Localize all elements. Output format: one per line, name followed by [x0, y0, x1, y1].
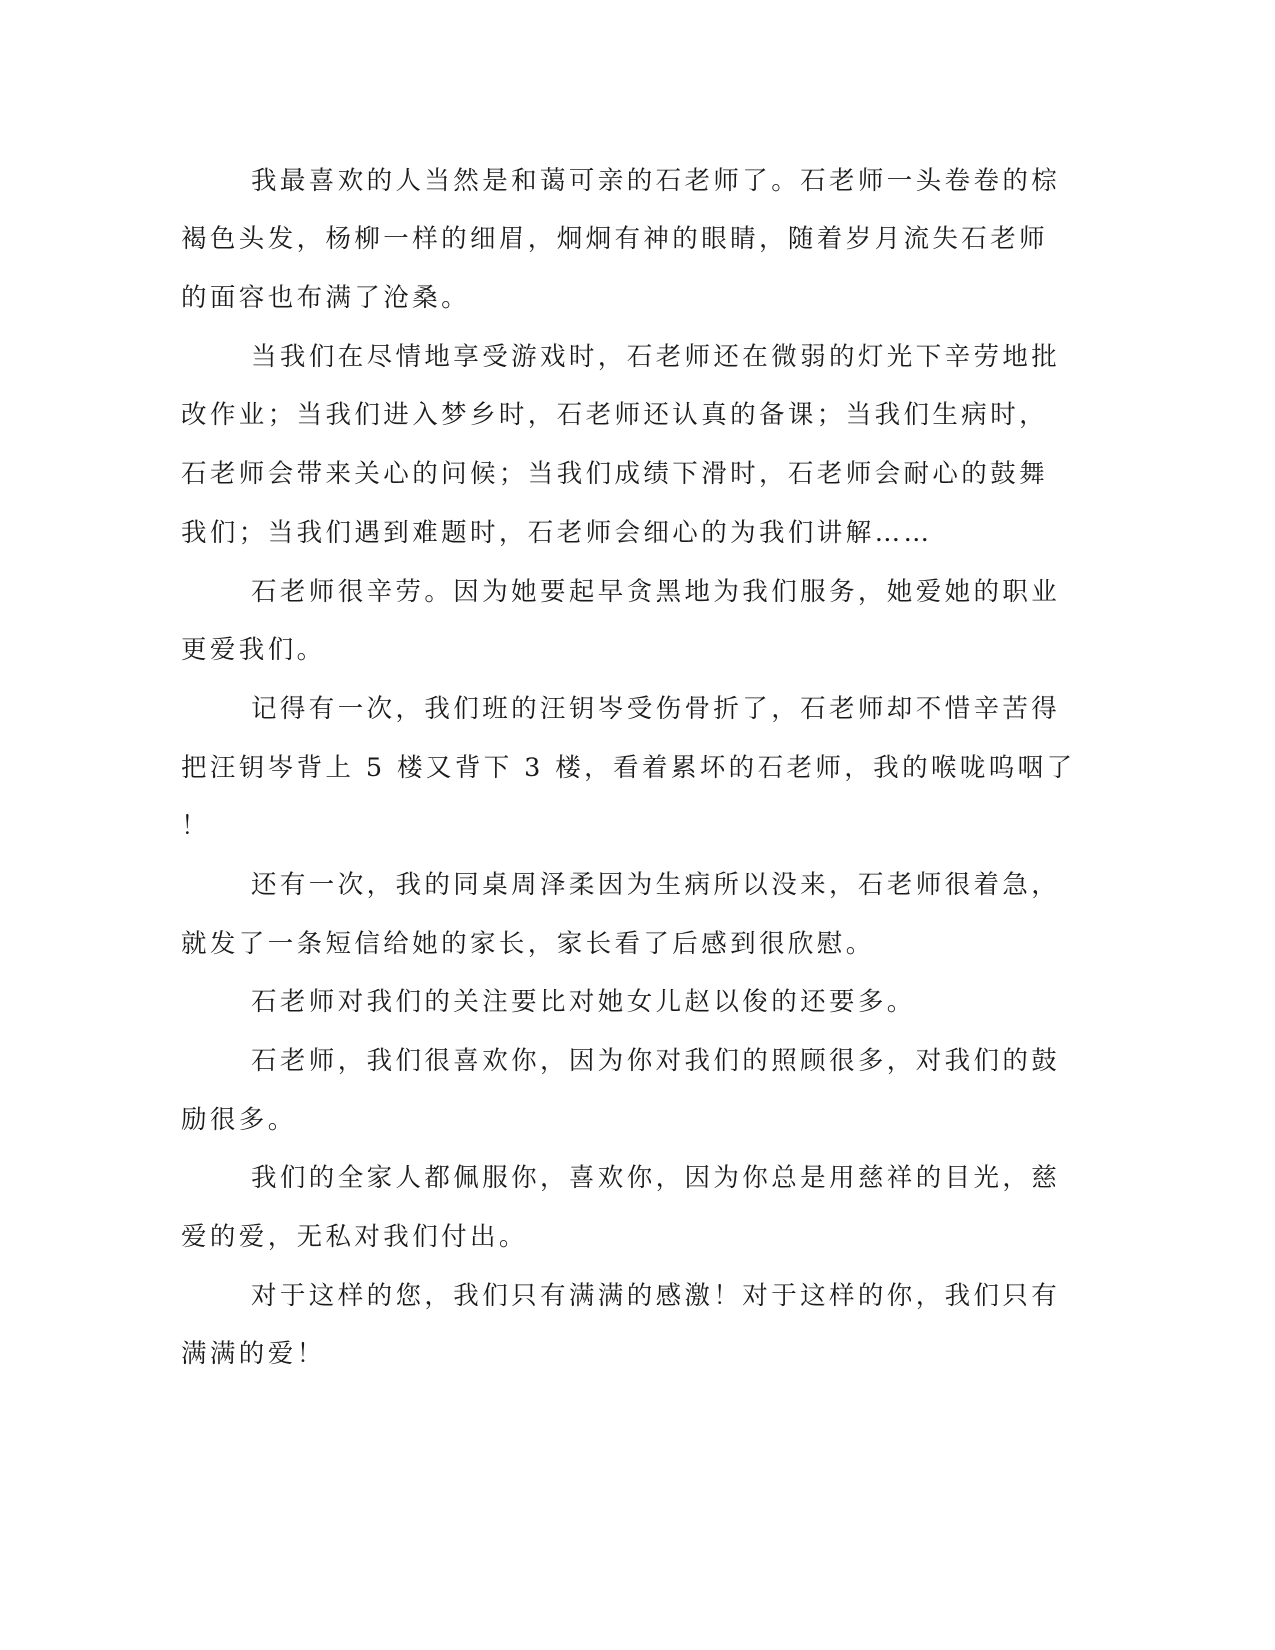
- text-line: 就发了一条短信给她的家长，家长看了后感到很欣慰。: [181, 929, 875, 959]
- text-line: 还有一次，我的同桌周泽柔因为生病所以没来，石老师很着急，: [251, 870, 1061, 900]
- text-line: 石老师，我们很喜欢你，因为你对我们的照顾很多，对我们的鼓: [251, 1046, 1061, 1076]
- text-line: ！: [181, 811, 210, 841]
- text-line: 当我们在尽情地享受游戏时，石老师还在微弱的灯光下辛劳地批: [251, 342, 1061, 372]
- text-line: 对于这样的您，我们只有满满的感激！对于这样的你，我们只有: [251, 1281, 1061, 1311]
- text-line: 石老师很辛劳。因为她要起早贪黑地为我们服务，她爱她的职业: [251, 577, 1061, 607]
- text-line: 的面容也布满了沧桑。: [181, 283, 471, 313]
- text-line: 石老师对我们的关注要比对她女儿赵以俊的还要多。: [251, 987, 916, 1017]
- text-line: 我最喜欢的人当然是和蔼可亲的石老师了。石老师一头卷卷的棕: [251, 166, 1061, 196]
- text-line: 把汪钥岑背上 5 楼又背下 3 楼，看着累坏的石老师，我的喉咙呜咽了: [181, 753, 1076, 783]
- text-line: 石老师会带来关心的问候；当我们成绩下滑时，石老师会耐心的鼓舞: [181, 459, 1049, 489]
- text-line: 记得有一次，我们班的汪钥岑受伤骨折了，石老师却不惜辛苦得: [251, 694, 1061, 724]
- text-line: 改作业；当我们进入梦乡时，石老师还认真的备课；当我们生病时，: [181, 400, 1049, 430]
- text-line: 满满的爱！: [181, 1339, 326, 1369]
- text-line: 我们；当我们遇到难题时，石老师会细心的为我们讲解……: [181, 518, 933, 548]
- text-line: 更爱我们。: [181, 635, 326, 665]
- text-line: 褐色头发，杨柳一样的细眉，炯炯有神的眼睛，随着岁月流失石老师: [181, 224, 1049, 254]
- text-line: 励很多。: [181, 1105, 297, 1135]
- text-line: 我们的全家人都佩服你，喜欢你，因为你总是用慈祥的目光，慈: [251, 1163, 1061, 1193]
- text-line: 爱的爱，无私对我们付出。: [181, 1222, 528, 1252]
